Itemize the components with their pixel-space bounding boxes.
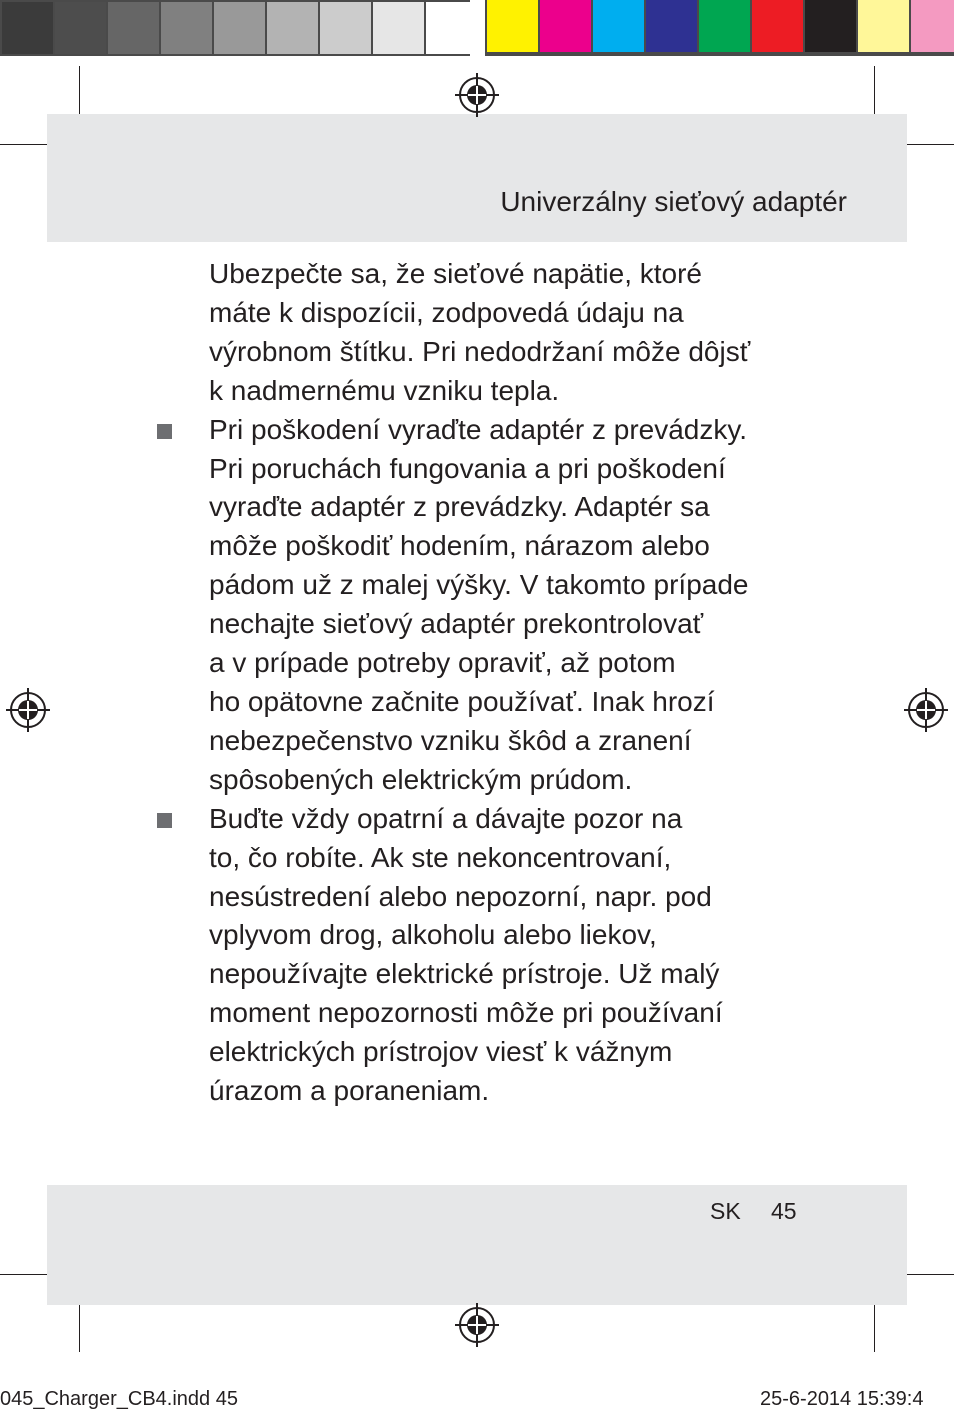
gray-swatch — [2, 2, 53, 54]
text-line: ho opätovne začnite používať. Inak hrozí — [209, 685, 715, 717]
registration-mark-icon — [455, 1303, 499, 1347]
footer-language-code: SK — [710, 1198, 741, 1224]
registration-mark-icon — [6, 688, 50, 732]
text-line: máte k dispozícii, zodpovedá údaju na — [209, 296, 684, 328]
text-line: výrobnom štítku. Pri nedodržaní môže dôjsť — [209, 335, 751, 367]
color-swatch — [487, 0, 538, 52]
page-header-title: Univerzálny sieťový adaptér — [500, 186, 847, 217]
gray-swatch — [267, 2, 318, 54]
text-line: nechajte sieťový adaptér prekontrolovať — [209, 608, 704, 640]
color-swatch — [699, 0, 750, 52]
gray-swatch — [426, 2, 477, 54]
text-line: úrazom a poraneniam. — [209, 1075, 490, 1107]
crop-mark — [79, 1298, 80, 1352]
gray-swatch — [108, 2, 159, 54]
text-line: nesústredení alebo nepozorní, napr. pod — [209, 880, 712, 912]
text-line: Pri poškodení vyraďte adaptér z prevádzky. — [209, 413, 748, 445]
text-line: spôsobených elektrickým prúdom. — [209, 763, 633, 795]
text-line: vyraďte adaptér z prevádzky. Adaptér sa — [209, 491, 710, 523]
gray-swatch — [161, 2, 212, 54]
color-swatch — [752, 0, 803, 52]
text-line: nepoužívajte elektrické prístroje. Už malý — [209, 958, 720, 990]
text-line: to, čo robíte. Ak ste nekoncentrovaní, — [209, 841, 672, 873]
text-line: vplyvom drog, alkoholu alebo liekov, — [209, 919, 657, 951]
color-swatch — [858, 0, 909, 52]
text-line: Buďte vždy opatrní a dávajte pozor na — [209, 802, 683, 834]
text-line: k nadmernému vzniku tepla. — [209, 374, 560, 406]
text-line: Ubezpečte sa, že sieťové napätie, ktoré — [209, 258, 703, 289]
gray-swatch — [373, 2, 424, 54]
bullet-square-icon — [157, 813, 172, 828]
registration-mark-icon — [455, 73, 499, 117]
footer-page-number: 45 — [771, 1198, 797, 1224]
text-line: Pri poruchách fungovania a pri poškodení — [209, 452, 726, 484]
intro-paragraph — [209, 255, 809, 411]
text-line: moment nepozornosti môže pri používaní — [209, 997, 723, 1029]
color-swatch — [805, 0, 856, 52]
bullet-item-attention — [209, 800, 809, 1111]
text-line: pádom už z malej výšky. V takomto prípade — [209, 569, 749, 601]
printer-color-bar — [0, 0, 954, 56]
text-line: elektrických prístrojov viesť k vážnym — [209, 1036, 673, 1068]
crop-mark — [874, 1298, 875, 1352]
gray-swatch — [55, 2, 106, 54]
grayscale-swatches — [0, 0, 470, 56]
process-color-swatches — [485, 0, 954, 56]
color-swatch — [646, 0, 697, 52]
gray-swatch — [214, 2, 265, 54]
header-band — [47, 114, 907, 242]
registration-mark-icon — [904, 688, 948, 732]
color-swatch — [540, 0, 591, 52]
color-swatch — [593, 0, 644, 52]
text-line: môže poškodiť hodením, nárazom alebo — [209, 530, 710, 562]
slug-datetime: 25-6-2014 15:39:4 — [760, 1388, 924, 1410]
gray-swatch — [320, 2, 371, 54]
text-line: a v prípade potreby opraviť, až potom — [209, 647, 676, 679]
page-body — [209, 255, 809, 1111]
bullet-square-icon — [157, 424, 172, 439]
text-line: nebezpečenstvo vzniku škôd a zranení — [209, 724, 692, 756]
color-swatch — [911, 0, 954, 52]
slug-filename: 045_Charger_CB4.indd 45 — [0, 1388, 238, 1410]
bullet-item-damage — [209, 411, 809, 800]
